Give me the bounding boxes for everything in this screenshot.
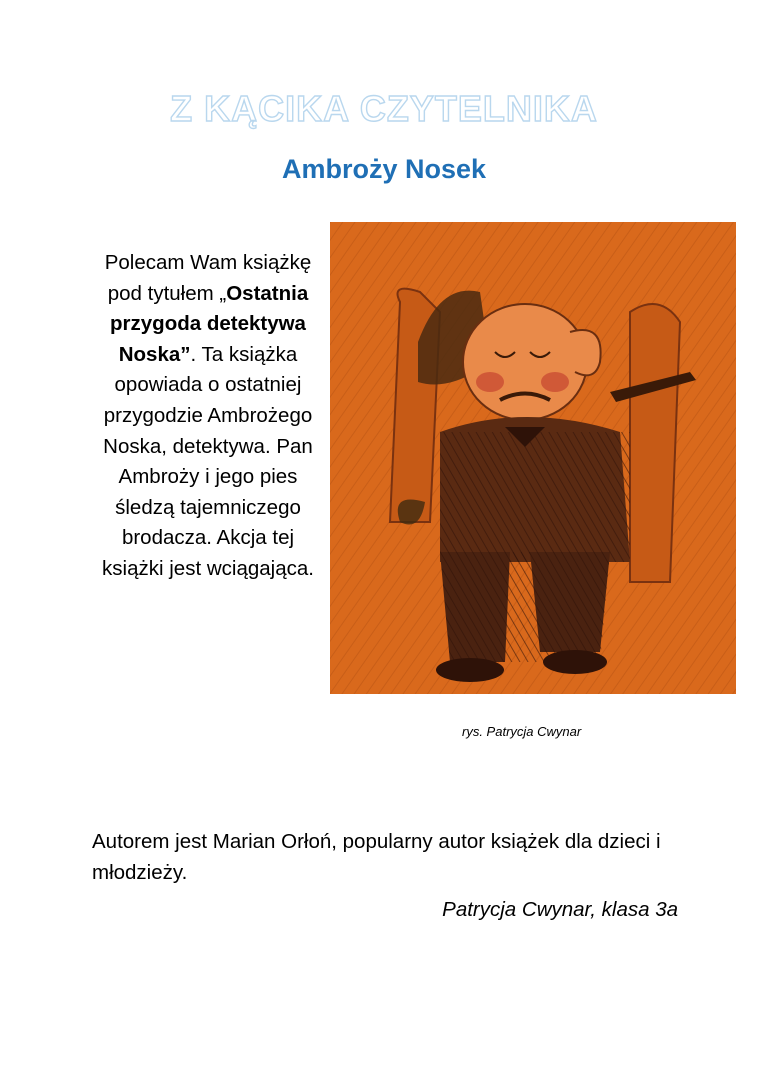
signature: Patrycja Cwynar, klasa 3a	[442, 898, 678, 921]
detective-drawing	[330, 222, 736, 694]
detective-face	[463, 304, 587, 420]
author-paragraph: Autorem jest Marian Orłoń, popularny autor książek dla dzieci i młodzieży.	[92, 830, 661, 884]
intro-lead: Polecam Wam książkę pod tytułem „	[104, 251, 312, 305]
drawing-caption: rys. Patrycja Cwynar	[462, 724, 582, 739]
intro-paragraph	[92, 248, 324, 585]
book-title: Ostatnia przygoda detektywa Noska”	[110, 281, 309, 366]
section-title: Z KĄCIKA CZYTELNIKA	[170, 88, 598, 129]
article-title: Ambroży Nosek	[281, 154, 487, 184]
intro-rest: . Ta książka opowiada o ostatniej przygodzie Ambrożego Noska, detektywa. Pan Ambroży i jego pies śledzą tajemniczego brodacza. Akcja tej książki jest wciągająca.	[102, 342, 314, 580]
